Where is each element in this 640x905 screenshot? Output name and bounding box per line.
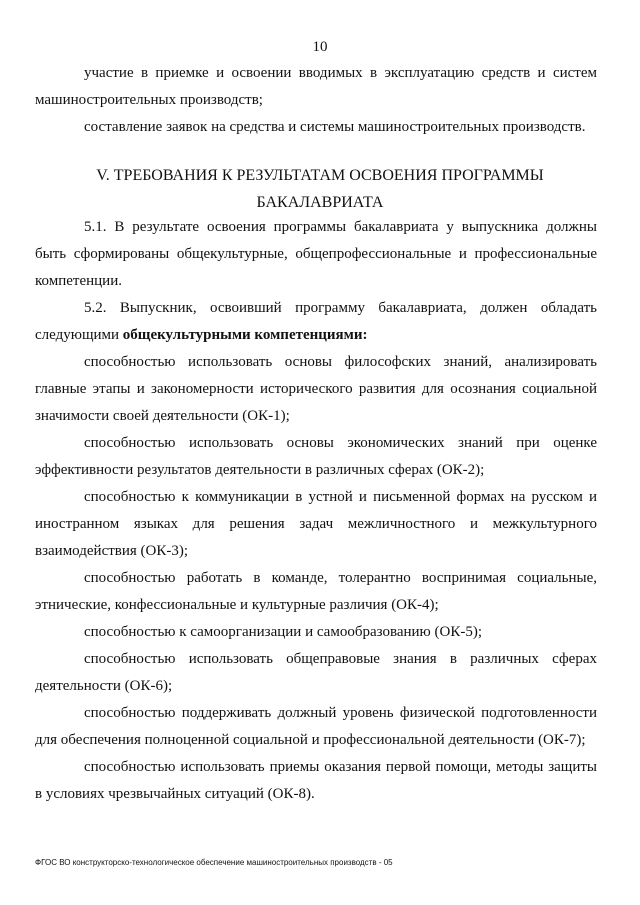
section-heading — [0, 162, 640, 216]
section-heading-line-2: БАКАЛАВРИАТА — [256, 194, 384, 211]
page-footer: ФГОС ВО конструкторско-технологическое обеспечение машиностроительных производств - 05 — [35, 858, 393, 867]
competency-ok-4: способностью работать в команде, толерантно воспринимая социальные, этнические, конфессиональные и культурные различия (ОК-4); — [35, 570, 597, 613]
paragraph-5-2 — [35, 295, 597, 349]
paragraph-5-1: 5.1. В результате освоения программы бакалавриата у выпускника должны быть сформированы общекультурные, общепрофессиональные и профессиональные компетенции. — [35, 219, 597, 289]
section-body — [35, 214, 597, 808]
paragraph-5-2-bold: общекультурными компетенциями: — [122, 327, 368, 343]
section-heading-line-1: V. ТРЕБОВАНИЯ К РЕЗУЛЬТАТАМ ОСВОЕНИЯ ПРОГРАММЫ — [96, 167, 544, 184]
competency-ok-6: способностью использовать общеправовые знания в различных сферах деятельности (ОК-6); — [35, 651, 597, 694]
paragraph-participation: участие в приемке и освоении вводимых в эксплуатацию средств и систем машиностроительных производств; — [35, 65, 597, 108]
paragraph-5-2-lead: 5.2. Выпускник, освоивший программу бакалавриата, должен обладать следующими — [35, 300, 597, 343]
top-text-block — [35, 60, 597, 141]
competency-ok-7: способностью поддерживать должный уровень физической подготовленности для обеспечения полноценной социальной и профессиональной деятельности (ОК-7); — [35, 705, 597, 748]
page-number: 10 — [312, 39, 328, 55]
competency-ok-5: способностью к самоорганизации и самообразованию (ОК-5); — [84, 624, 483, 640]
competency-ok-1: способностью использовать основы философских знаний, анализировать главные этапы и закономерности исторического развития для осознания социальной значимости своей деятельности (ОК-1); — [35, 354, 597, 424]
competency-ok-3: способностью к коммуникации в устной и письменной формах на русском и иностранном языках для решения задач межличностного и межкультурного взаимодействия (ОК-3); — [35, 489, 597, 559]
paragraph-requests: составление заявок на средства и системы машиностроительных производств. — [84, 119, 586, 135]
competency-ok-8: способностью использовать приемы оказания первой помощи, методы защиты в условиях чрезвычайных ситуаций (ОК-8). — [35, 759, 597, 802]
competency-ok-2: способностью использовать основы экономических знаний при оценке эффективности результатов деятельности в различных сферах (ОК-2); — [35, 435, 597, 478]
